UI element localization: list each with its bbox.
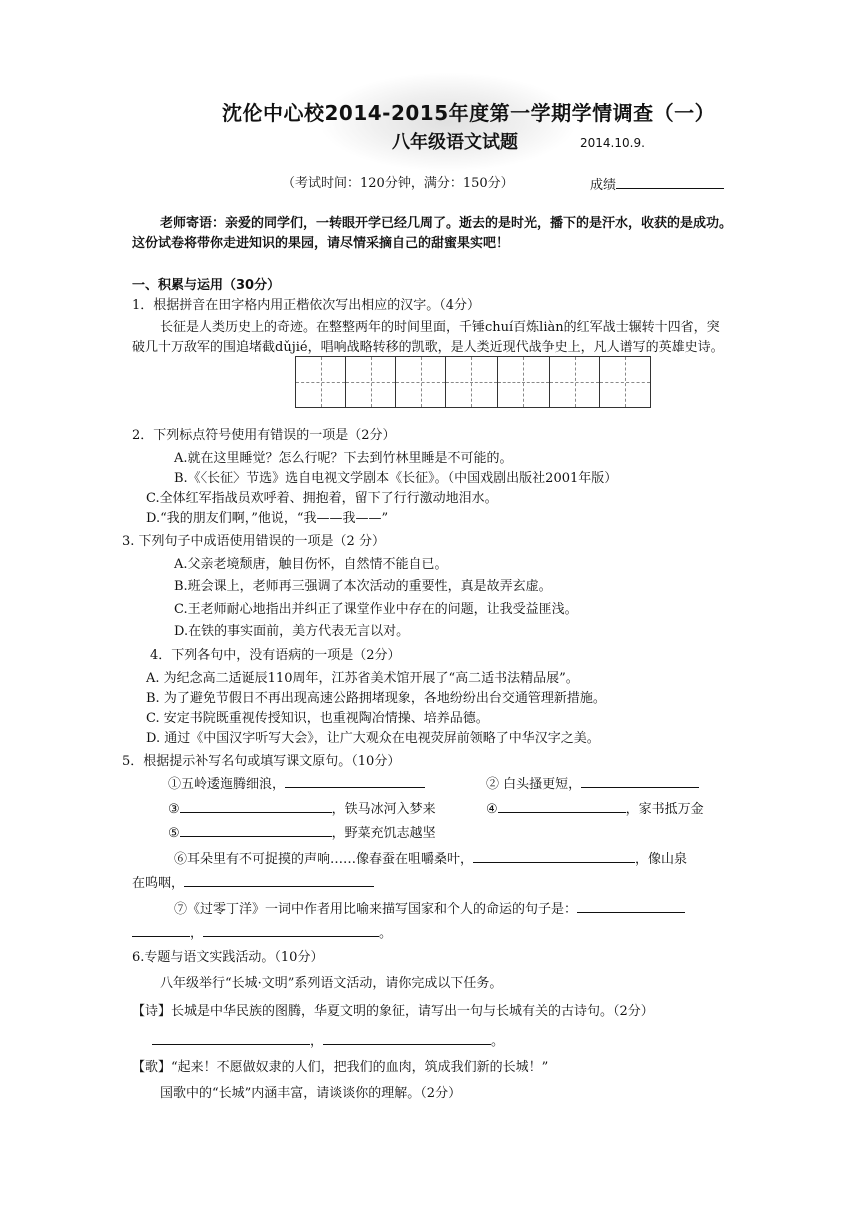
q6-poem-comma: ， <box>310 1034 324 1049</box>
q5-item-7 <box>174 898 685 920</box>
q5-item-4 <box>486 798 704 820</box>
q5-prompt: 5．根据提示补写名句或填写课文原句。（10分） <box>122 754 401 769</box>
q5-item-6-cont <box>132 872 374 894</box>
score-blank[interactable] <box>616 174 724 189</box>
exam-info: （考试时间：120分钟，满分：150分） <box>282 176 514 191</box>
q5-item-7-period: 。 <box>379 926 393 941</box>
answer-blank[interactable] <box>184 872 374 887</box>
q5-item-3-text: ，铁马冰河入梦来 <box>331 802 436 817</box>
score-label: 成绩 <box>590 178 617 193</box>
q5-item-7-cont <box>132 922 392 944</box>
q6-song-quote: 【歌】“起来！不愿做奴隶的人们，把我们的血肉，筑成我们新的长城！” <box>132 1060 549 1075</box>
page-subtitle: 八年级语文试题 <box>392 132 518 153</box>
tianzige-cell[interactable] <box>550 357 600 407</box>
answer-blank[interactable] <box>132 922 190 937</box>
answer-blank[interactable] <box>285 773 425 788</box>
q1-prompt: 1．根据拼音在田字格内用正楷依次写出相应的汉字。（4分） <box>132 298 481 313</box>
page-title: 沈伦中心校2014-2015年度第一学期学情调查（一） <box>222 101 716 125</box>
q3-prompt: 3. 下列句子中成语使用错误的一项是（2 分） <box>122 534 385 549</box>
answer-blank[interactable] <box>152 1030 310 1045</box>
intro-line-2: 这份试卷将带你走进知识的果园，请尽情采摘自己的甜蜜果实吧！ <box>132 236 510 251</box>
q5-item-4-number: ④ <box>486 802 498 817</box>
q5-item-2-text: ② 白头搔更短， <box>486 777 582 792</box>
q4-prompt: 4．下列各句中，没有语病的一项是（2分） <box>150 648 401 663</box>
q2-option-d: D.“我的朋友们啊，”他说，“我——我——” <box>146 511 389 526</box>
q3-option-a: A.父亲老境颓唐，触目伤怀，自然情不能自已。 <box>174 557 448 572</box>
q3-option-c: C.王老师耐心地指出并纠正了课堂作业中存在的问题，让我受益匪浅。 <box>174 602 578 617</box>
q5-item-7-text: ⑦《过零丁洋》一词中作者用比喻来描写国家和个人的命运的句子是： <box>174 902 578 917</box>
tianzige-cell[interactable] <box>600 357 650 407</box>
q5-item-6-tail: ，像山泉 <box>635 852 688 867</box>
q4-option-d: D. 通过《中国汉字听写大会》，让广大观众在电视荧屏前领略了中华汉字之美。 <box>146 731 600 746</box>
q4-option-c: C. 安定书院既重视传授知识，也重视陶冶情操、培养品德。 <box>146 711 489 726</box>
answer-blank[interactable] <box>473 848 635 863</box>
q6-poem-period: 。 <box>491 1034 505 1049</box>
answer-blank[interactable] <box>581 773 699 788</box>
q2-option-c: C.全体红军指战员欢呼着、拥抱着，留下了行行激动地泪水。 <box>146 491 498 506</box>
q5-item-5-text: ，野菜充饥志越坚 <box>331 826 436 841</box>
q5-item-5 <box>168 822 436 844</box>
q6-prompt: 6.专题与语文实践活动。（10分） <box>132 950 324 965</box>
answer-blank[interactable] <box>180 798 332 813</box>
q5-item-6-cont-text: 在呜咽， <box>132 876 185 891</box>
q5-item-1 <box>168 773 425 795</box>
q1-text-line-1: 长征是人类历史上的奇迹。在整整两年的时间里面，千锤chuí百炼liàn的红军战士辗转十四省，突 <box>160 320 720 335</box>
q6-song-question: 国歌中的“长城”内涵丰富，请谈谈你的理解。（2分） <box>160 1086 462 1101</box>
q5-item-3-number: ③ <box>168 802 180 817</box>
exam-date: 2014.10.9. <box>580 136 645 150</box>
q5-item-5-number: ⑤ <box>168 826 180 841</box>
section-heading: 一、积累与运用（30分） <box>132 278 281 293</box>
q4-option-b: B. 为了避免节假日不再出现高速公路拥堵现象，各地纷纷出台交通管理新措施。 <box>146 691 606 706</box>
q5-item-3 <box>168 798 436 820</box>
q1-text-line-2: 破几十万敌军的围追堵截dǔjié，唱响战略转移的凯歌，是人类近现代战争史上，凡人谱写的英雄史诗。 <box>132 340 724 355</box>
q2-option-a: A.就在这里睡觉？怎么行呢？下去到竹林里睡是不可能的。 <box>174 451 513 466</box>
tianzige-cell[interactable] <box>296 357 346 407</box>
q2-option-b: B.《〈长征〉节选》选自电视文学剧本《长征》。（中国戏剧出版社2001年版） <box>174 471 618 486</box>
answer-blank[interactable] <box>203 922 379 937</box>
q4-option-a: A. 为纪念高二适诞辰110周年，江苏省美术馆开展了“高二适书法精品展”。 <box>146 671 579 686</box>
q5-item-7-comma: ， <box>190 926 204 941</box>
tianzige-cell[interactable] <box>498 357 550 407</box>
q5-item-6 <box>174 848 687 870</box>
tianzige-cell[interactable] <box>346 357 396 407</box>
answer-blank[interactable] <box>498 798 626 813</box>
answer-blank[interactable] <box>180 822 332 837</box>
q6-poem-task: 【诗】长城是中华民族的图腾，华夏文明的象征，请写出一句与长城有关的古诗句。（2分） <box>132 1004 654 1019</box>
intro-line-1: 老师寄语：亲爱的同学们，一转眼开学已经几周了。逝去的是时光，播下的是汗水，收获的是成功。 <box>160 216 733 231</box>
q5-item-4-text: ，家书抵万金 <box>625 802 704 817</box>
q5-item-2 <box>486 773 699 795</box>
answer-blank[interactable] <box>577 898 685 913</box>
tianzige-grid <box>295 356 651 408</box>
q5-item-6-text: ⑥耳朵里有不可捉摸的声响……像春蚕在咀嚼桑叶， <box>174 852 474 867</box>
q6-poem-answer <box>152 1030 504 1052</box>
score-field <box>590 174 724 196</box>
q5-item-1-text: ①五岭逶迤腾细浪， <box>168 777 286 792</box>
tianzige-cell[interactable] <box>396 357 446 407</box>
q3-option-b: B.班会课上，老师再三强调了本次活动的重要性，真是故弄玄虚。 <box>174 579 552 594</box>
q2-prompt: 2．下列标点符号使用有错误的一项是（2分） <box>132 428 396 443</box>
q6-intro: 八年级举行“长城·文明”系列语文活动，请你完成以下任务。 <box>160 976 503 991</box>
tianzige-cell[interactable] <box>446 357 498 407</box>
answer-blank[interactable] <box>323 1030 491 1045</box>
q3-option-d: D.在铁的事实面前，美方代表无言以对。 <box>174 624 410 639</box>
